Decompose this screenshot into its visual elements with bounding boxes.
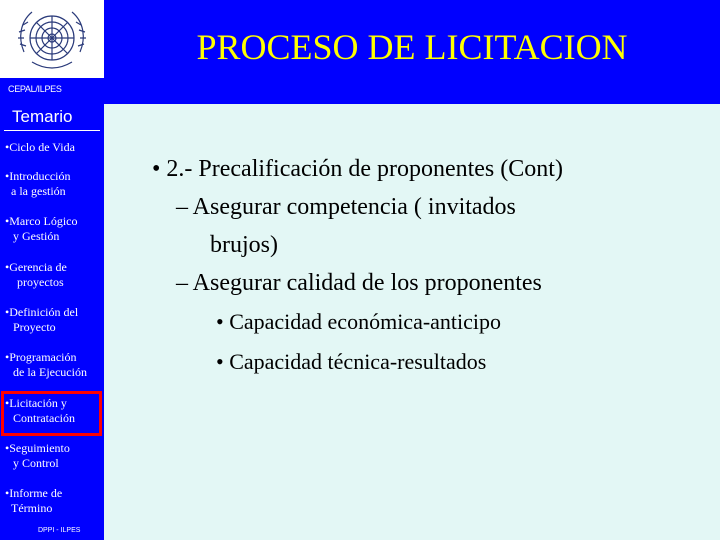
sidebar-item-label: •Programación xyxy=(5,350,77,364)
sidebar-item-label-cont: Contratación xyxy=(13,411,75,425)
subsub-bullet-economica: • Capacidad económica-anticipo xyxy=(216,309,502,334)
sidebar-item-ciclo-de-vida[interactable] xyxy=(5,140,103,155)
sidebar-item-label: •Marco Lógico xyxy=(5,214,78,228)
sub-bullet-competencia-cont: brujos) xyxy=(210,232,278,258)
sidebar-item-licitacion[interactable] xyxy=(5,396,103,426)
logo-box xyxy=(0,0,104,78)
sidebar-item-informe[interactable] xyxy=(5,486,103,516)
sidebar-item-label: •Informe de xyxy=(5,486,63,500)
sidebar-item-introduccion[interactable] xyxy=(5,169,103,199)
sidebar-item-label-cont: y Control xyxy=(13,456,59,470)
sidebar-item-marco-logico[interactable] xyxy=(5,214,103,244)
sidebar-item-label: •Definición del xyxy=(5,305,79,319)
sidebar-item-label-cont: Término xyxy=(11,501,53,515)
sidebar-item-label: •Gerencia de xyxy=(5,260,67,274)
sidebar-item-label: •Licitación y xyxy=(5,396,67,410)
sidebar-item-label-cont: proyectos xyxy=(17,275,64,289)
sub-bullet-calidad: – Asegurar calidad de los proponentes xyxy=(176,270,542,296)
slide-content xyxy=(152,150,712,382)
sidebar-item-gerencia[interactable] xyxy=(5,260,103,290)
sidebar-item-label-cont: y Gestión xyxy=(13,229,60,243)
org-label: CEPAL/ILPES xyxy=(8,84,62,94)
sub-bullet-competencia: – Asegurar competencia ( invitados xyxy=(176,194,516,220)
main-bullet: • 2.- Precalificación de proponentes (Cont) xyxy=(152,156,563,182)
sidebar-item-label: •Introducción xyxy=(5,169,71,183)
sidebar-item-label-cont: de la Ejecución xyxy=(13,365,87,379)
un-emblem-logo xyxy=(10,2,94,76)
slide-title: PROCESO DE LICITACION xyxy=(196,27,628,67)
sidebar-item-label-cont: Proyecto xyxy=(13,320,56,334)
sidebar-item-label: •Ciclo de Vida xyxy=(5,140,75,154)
sidebar-item-seguimiento[interactable] xyxy=(5,441,103,471)
sidebar-heading: Temario xyxy=(12,107,73,126)
subsub-bullet-tecnica: • Capacidad técnica-resultados xyxy=(216,349,487,374)
sidebar-item-label-cont: a la gestión xyxy=(11,184,66,198)
sidebar-item-definicion[interactable] xyxy=(5,305,103,335)
sidebar-footer: DPPI - ILPES xyxy=(38,527,81,534)
sidebar-divider xyxy=(4,130,100,131)
sidebar-item-programacion[interactable] xyxy=(5,350,103,380)
sidebar-item-label: •Seguimiento xyxy=(5,441,70,455)
